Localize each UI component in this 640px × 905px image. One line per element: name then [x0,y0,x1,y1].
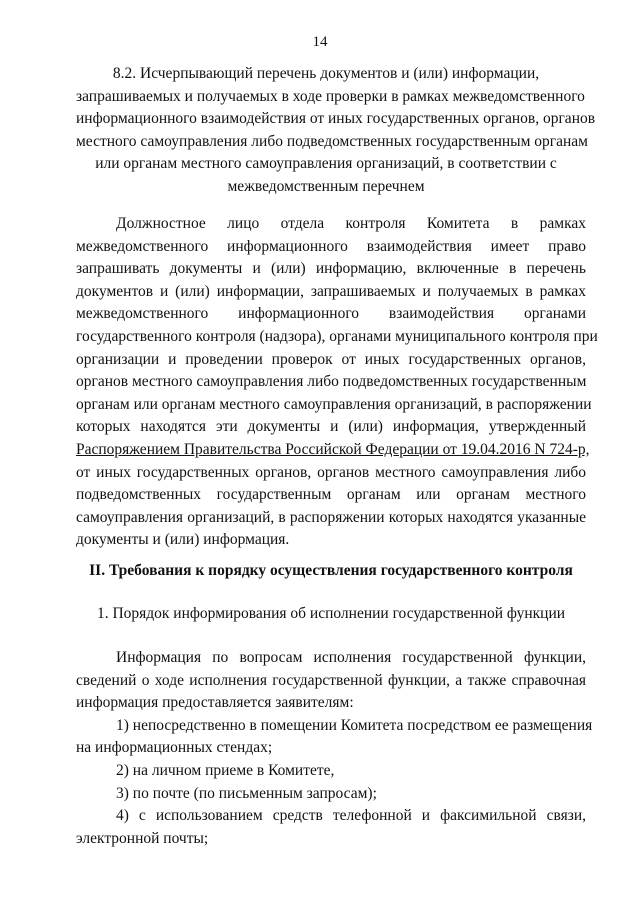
paragraph-line: межведомственного информационного взаимодействия имеет право [76,237,586,255]
heading-line: межведомственным перечнем [227,177,425,195]
list-item-2: 2) на личном приеме в Комитете, [116,761,335,779]
subsection-1-title: 1. Порядок информирования об исполнении государственной функции [96,605,566,622]
paragraph-line: органов местного самоуправления либо подведомственных государственным [76,373,587,391]
list-item-1-continued: на информационных стендах; [76,739,273,757]
heading-line: запрашиваемых и получаемых в ходе проверки в рамках межведомственного [76,87,585,105]
list-item-1: 1) непосредственно в помещении Комитета посредством ее размещения [116,716,593,734]
paragraph-line: документы и (или) информация. [76,531,290,549]
paragraph-line: органам или органам местного самоуправления организаций, в распоряжении [76,395,592,413]
paragraph-information [76,647,593,850]
paragraph-interagency-requests [76,213,598,552]
heading-line: 8.2. Исчерпывающий перечень документов и (или) информации, [112,65,540,82]
paragraph-line: государственного контроля (надзора), органами муниципального контроля при [76,327,598,345]
paragraph-line: информация предоставляется заявителям: [76,694,354,712]
paragraph-line: организации и проведении проверок от иных государственных органов, [76,350,586,368]
paragraph-line: подведомственных государственным органам или органам местного [76,486,586,504]
page-number: 14 [312,34,328,50]
section-ii-title: II. Требования к порядку осуществления государственного контроля [89,562,573,579]
paragraph-line: документов и (или) информации, запрашиваемых и получаемых в рамках [76,282,586,300]
heading-line: или органам местного самоуправления организаций, в соответствии с [95,155,557,172]
paragraph-line: запрашивать документы и (или) информацию, включенные в перечень [76,260,586,278]
paragraph-line: Информация по вопросам исполнения государственной функции, [116,649,586,666]
list-item-4-continued: электронной почты; [76,829,209,847]
paragraph-line: от иных государственных органов, органов местного самоуправления либо [76,463,586,481]
paragraph-line [76,439,590,462]
heading-line: местного самоуправления либо подведомственных государственным органам [76,132,588,150]
list-item-3: 3) по почте (по письменным запросам); [116,784,377,802]
paragraph-line: Должностное лицо отдела контроля Комитета в рамках [116,215,586,232]
list-item-4: 4) с использованием средств телефонной и факсимильной связи, [116,807,586,825]
paragraph-line: межведомственного информационного взаимодействия органами [76,305,586,323]
paragraph-line: сведений о ходе исполнения государственной функции, а также справочная [76,671,586,689]
heading-line: информационного взаимодействия от иных государственных органов, органов [76,110,596,127]
regulation-link[interactable]: Распоряжением Правительства Российской Федерации от 19.04.2016 N 724-р, [76,440,590,458]
paragraph-line: которых находятся эти документы и (или) информация, утвержденный [76,418,586,436]
section-8-2-heading [76,63,596,198]
paragraph-line: самоуправления организаций, в распоряжении которых находятся указанные [76,508,586,526]
